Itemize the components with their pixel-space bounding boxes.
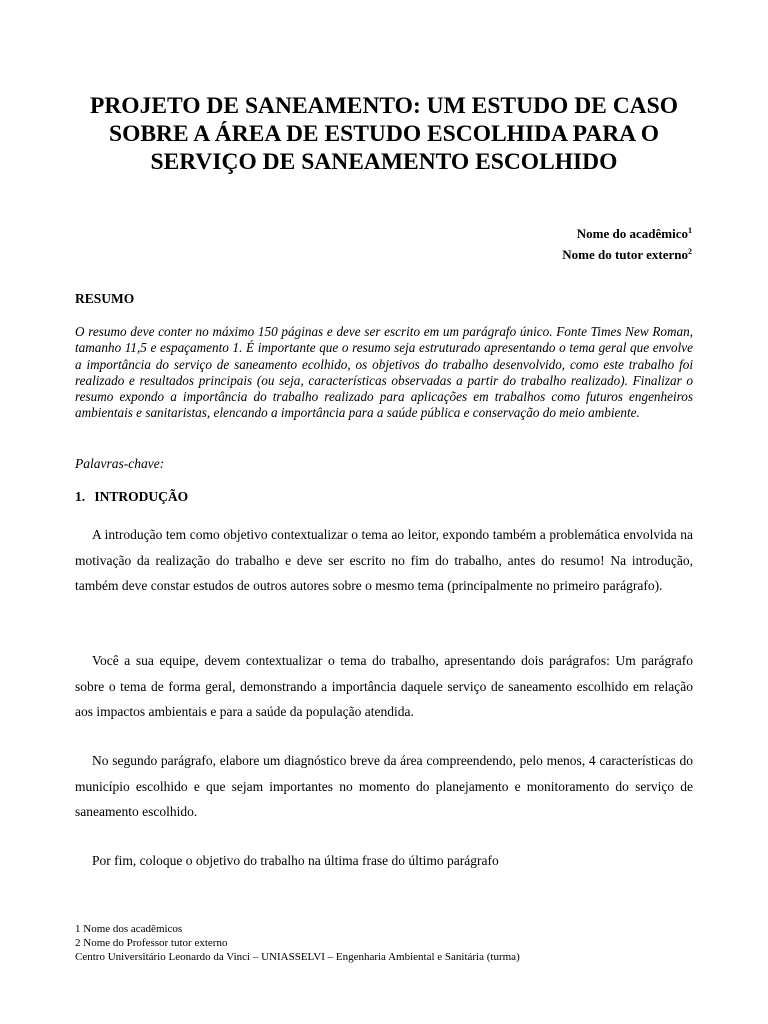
abstract-text: O resumo deve conter no máximo 150 páginas e deve ser escrito em um parágrafo único. Fonte Times New Roman, tamanho 11,5 e espaçamento 1. É importante que o resumo seja estruturado apresentando o tema geral que envolve a importância do serviço de saneamento ecolhido, os objetivos do trabalho desenvolvido, como este trabalho foi realizado e resultados principais (ou seja, características observadas a partir do trabalho realizado). Finalizar o resumo expondo a importância do trabalho realizado para aplicações em trabalhos como futuros engenheiros ambientais e sanitaristas, elencando a importância para a saúde pública e conservação do meio ambiente. bbox=[75, 324, 693, 421]
section-number: 1. bbox=[75, 489, 86, 504]
tutor-name: Nome do tutor externo bbox=[562, 247, 688, 262]
footnote-institution: Centro Universitário Leonardo da Vinci – UNIASSELVI – Engenharia Ambiental e Sanitária (turma) bbox=[75, 951, 520, 963]
footnote-marker: 1 bbox=[688, 226, 692, 235]
keywords-label: Palavras-chave: bbox=[75, 456, 165, 471]
document-title: PROJETO DE SANEAMENTO: UM ESTUDO DE CASO SOBRE A ÁREA DE ESTUDO ESCOLHIDA PARA O SERVIÇO DE SANEAMENTO ESCOLHIDO bbox=[89, 93, 679, 175]
paragraph-4: Por fim, coloque o objetivo do trabalho na última frase do último parágrafo bbox=[92, 853, 499, 868]
footnote-2: 2 Nome do Professor tutor externo bbox=[75, 937, 228, 949]
paragraph-2: Você a sua equipe, devem contextualizar o tema do trabalho, apresentando dois parágrafos: Um parágrafo sobre o tema de forma geral, demonstrando a importância daquele serviço de saneamento escolhido em relação aos impactos ambientais e para a saúde da população atendida. bbox=[75, 653, 693, 719]
footnote-marker: 2 bbox=[688, 247, 692, 256]
footnote-1: 1 Nome dos acadêmicos bbox=[75, 923, 183, 935]
author-name: Nome do acadêmico bbox=[576, 226, 688, 241]
footnotes bbox=[75, 922, 520, 964]
author-block bbox=[562, 222, 692, 264]
author-line bbox=[562, 222, 692, 243]
abstract-heading: RESUMO bbox=[75, 291, 135, 306]
section-title: INTRODUÇÃO bbox=[94, 489, 189, 504]
section-heading bbox=[75, 489, 188, 505]
paragraph-3: No segundo parágrafo, elabore um diagnóstico breve da área compreendendo, pelo menos, 4 características do município escolhido e que sejam importantes no momento do planejamento e monitoramento do serviço de saneamento escolhido. bbox=[75, 753, 693, 819]
tutor-line bbox=[562, 243, 692, 264]
paragraph-1: A introdução tem como objetivo contextualizar o tema ao leitor, expondo também a problemática envolvida na motivação da realização do trabalho e deve ser escrito no fim do trabalho, antes do resumo! Na introdução, também deve constar estudos de outros autores sobre o mesmo tema (principalmente no primeiro parágrafo). bbox=[75, 527, 693, 593]
